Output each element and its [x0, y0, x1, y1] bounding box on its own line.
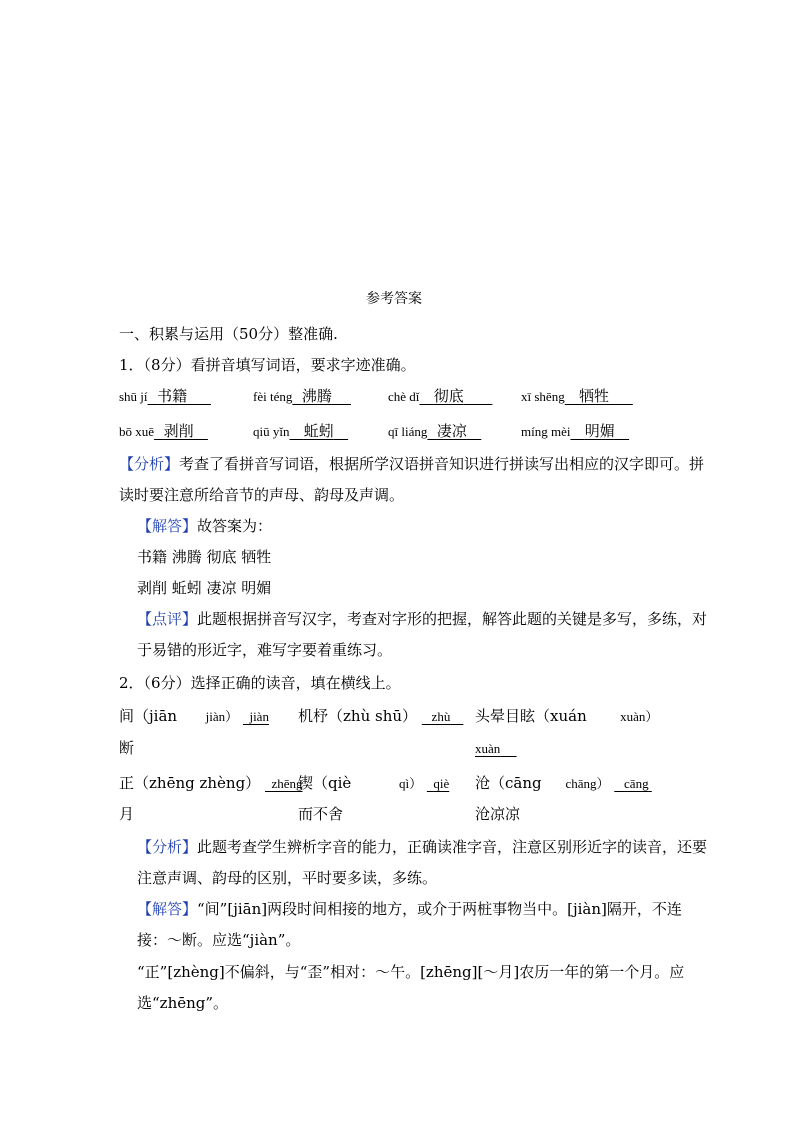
answer: zhù — [431, 709, 451, 724]
q1-answer: 【解答】故答案为： — [137, 517, 273, 535]
q2-answer-line-2: 接：～断。应选“jiàn”。 — [137, 931, 301, 949]
answer: 剥削 — [163, 422, 194, 440]
answer: zhēng — [271, 776, 303, 791]
q1-item-2 — [253, 386, 351, 407]
pinyin: bō xuē — [119, 424, 155, 439]
pinyin: xī shēng — [521, 389, 565, 404]
q2-answer-line-4: 选“zhēng”。 — [137, 994, 229, 1012]
answer: cāng — [624, 776, 649, 791]
q2-item-5: 锲（qiè qì） qiè — [298, 774, 450, 792]
answer: 蚯蚓 — [303, 422, 334, 440]
q2-header: 2．（6分）选择正确的读音，填在横线上。 — [119, 674, 401, 692]
comment-tag: 【点评】 — [137, 610, 198, 628]
q2-analysis: 【分析】此题考查学生辨析字音的能力，正确读准字音，注意区别形近字的读音，还要 — [137, 838, 708, 856]
q2-item-5-next: 而不舍 — [298, 805, 344, 823]
q2-answer-line-3: “正”[zhèng]不偏斜，与“歪”相对：～午。[zhēng][～月]农历一年的第一个月。应 — [137, 963, 685, 981]
q1-analysis: 【分析】考查了看拼音写词语，根据所学汉语拼音知识进行拼读写出相应的汉字即可。拼 — [119, 455, 705, 473]
q1-item-3 — [388, 386, 492, 407]
q1-item-8 — [521, 421, 629, 442]
q2-item-4-next: 月 — [119, 805, 135, 823]
section-heading: 一、积累与运用（50分）整准确. — [119, 325, 338, 343]
answer: qiè — [433, 776, 450, 791]
q1-header: 1．（8分）看拼音填写词语，要求字迹准确。 — [119, 356, 416, 374]
answer-tag: 【解答】 — [137, 517, 198, 535]
q2-item-1-next: 断 — [119, 739, 135, 757]
answer-tag: 【解答】 — [137, 900, 198, 918]
answer: 牺牲 — [579, 387, 610, 405]
pinyin: qiū yǐn — [253, 424, 290, 439]
q1-item-5 — [119, 421, 208, 442]
page-title: 参考答案 — [366, 291, 422, 307]
analysis-tag: 【分析】 — [119, 455, 180, 473]
answer: 明媚 — [584, 422, 615, 440]
q2-answer: 【解答】“间”[jiān]两段时间相接的地方，或介于两桩事物当中。[jiàn]隔开，不连 — [137, 900, 682, 918]
pinyin: qī liáng — [388, 424, 428, 439]
pinyin: fèi téng — [253, 389, 293, 404]
answer: 凄凉 — [436, 422, 467, 440]
pinyin: míng mèi — [521, 424, 571, 439]
q2-item-6: 沧（cāng chāng） cāng — [475, 773, 652, 794]
pinyin: chè dǐ — [388, 389, 420, 404]
pinyin: shū jí — [119, 389, 148, 404]
answer: 沸腾 — [301, 387, 332, 405]
q1-comment-cont: 于易错的形近字，难写字要着重练习。 — [137, 641, 393, 659]
q1-item-6 — [253, 421, 348, 442]
q1-answer-line-1: 书籍 沸腾 彻底 牺牲 — [137, 548, 272, 566]
answer: 彻底 — [433, 387, 464, 405]
q2-item-2: 机杼（zhù shū） zhù — [298, 706, 463, 727]
q1-item-7 — [388, 421, 481, 442]
q1-comment: 【点评】此题根据拼音写汉字，考查对字形的把握，解答此题的关键是多写，多练，对 — [137, 610, 708, 628]
answer: jiàn — [249, 709, 269, 724]
q1-item-1 — [119, 386, 211, 407]
q2-item-4: 正（zhēng zhèng） zhēng — [119, 774, 303, 792]
q2-item-1: 间（jiān jiàn） jiàn — [119, 707, 269, 725]
q2-item-3: 头晕目眩（xuán xuàn） — [475, 707, 659, 725]
analysis-tag: 【分析】 — [137, 838, 198, 856]
q2-item-6-next: 沧凉凉 — [475, 805, 521, 823]
q1-item-4 — [521, 386, 633, 407]
q2-analysis-cont: 注意声调、韵母的区别，平时要多读，多练。 — [137, 869, 438, 887]
q1-analysis-cont: 读时要注意所给音节的声母、韵母及声调。 — [119, 486, 405, 504]
q1-answer-line-2: 剥削 蚯蚓 凄凉 明媚 — [137, 579, 272, 597]
answer: 书籍 — [157, 387, 188, 405]
q2-item-3-answer: xuàn — [475, 741, 501, 756]
